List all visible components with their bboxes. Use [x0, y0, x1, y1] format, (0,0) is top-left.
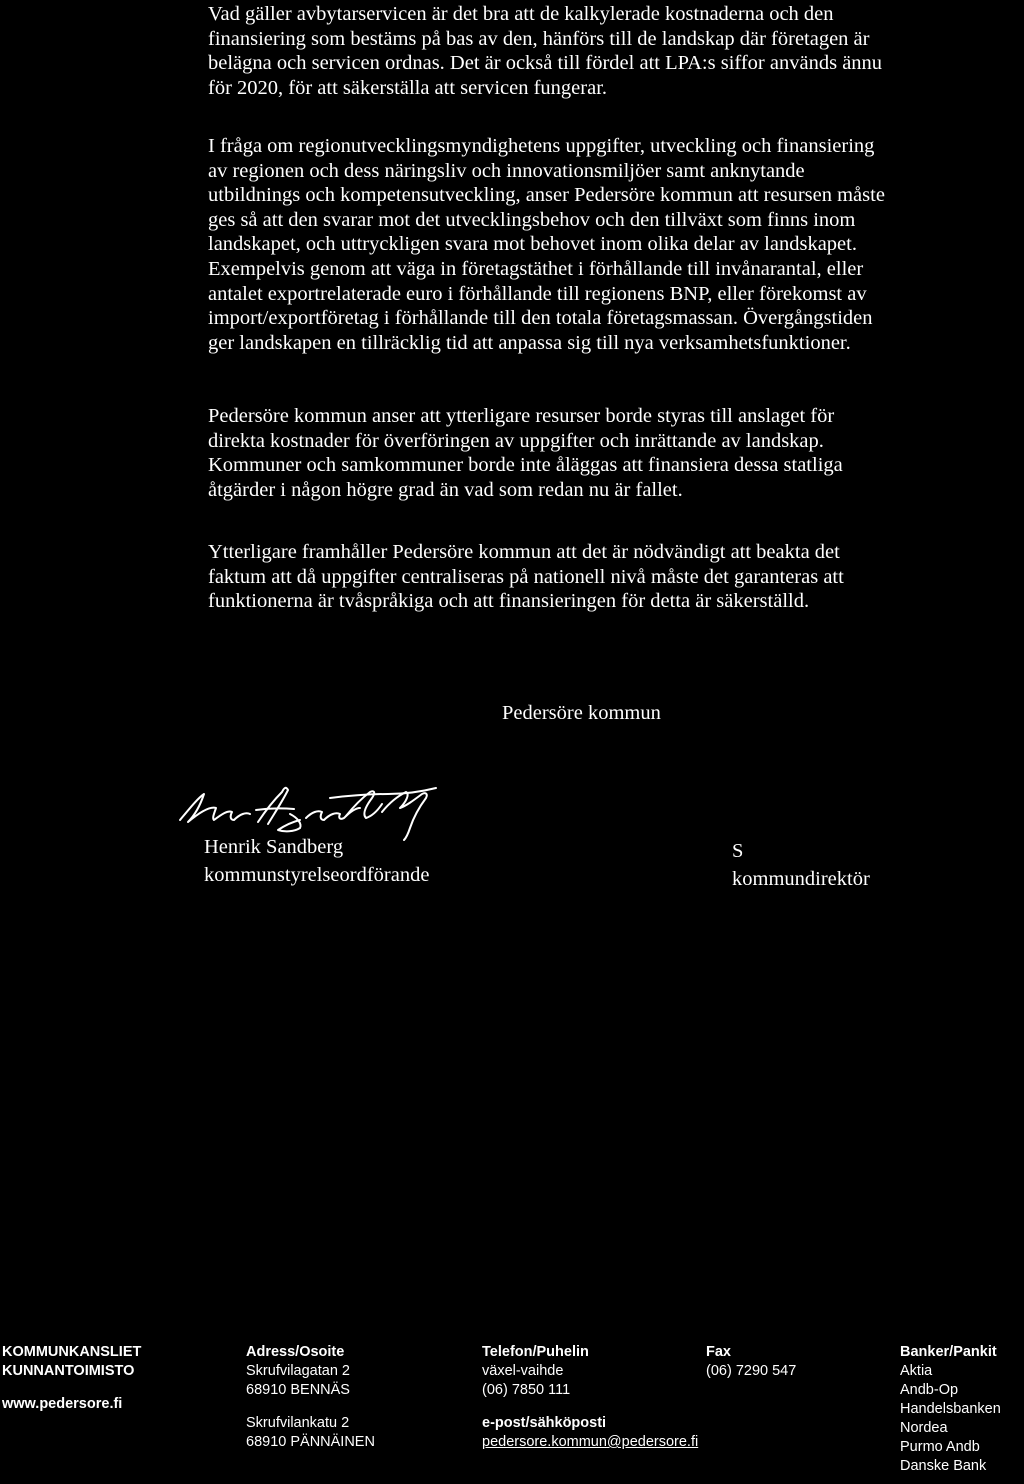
- email-heading: e-post/sähköposti: [482, 1415, 607, 1431]
- text-line: finansiering som bestäms på bas av den, hänförs till de landskap där företagen är: [208, 27, 870, 50]
- bank-item: Nordea: [900, 1420, 948, 1436]
- text-line: utbildnings och kompetensutveckling, anser Pedersöre kommun att resursen måste: [208, 184, 885, 207]
- text-line: direkta kostnader för överföringen av uppgifter och inrättande av landskap.: [208, 429, 824, 452]
- text-line: Pedersöre kommun anser att ytterligare resurser borde styras till anslaget för: [208, 405, 835, 427]
- footer-banks: [900, 1343, 1001, 1476]
- email-link[interactable]: pedersore.kommun@pedersore.fi: [482, 1434, 699, 1450]
- text-line: I fråga om regionutvecklingsmyndighetens uppgifter, utveckling och finansiering: [208, 135, 875, 157]
- office-name-fi: KUNNANTOIMISTO: [2, 1363, 135, 1379]
- bank-item: Andb-Op: [900, 1382, 959, 1398]
- paragraph-bilingual-functions: [208, 540, 998, 614]
- text-line: belägna och servicen ordnas. Det är också till fördel att LPA:s siffor används ännu: [208, 52, 883, 75]
- text-line: ges så att den svarar mot det utvecklingsbehov och den tillväxt som finns inom: [208, 208, 856, 231]
- footer-phone: [482, 1343, 698, 1452]
- bank-item: Purmo Andb: [900, 1439, 980, 1455]
- fax-heading: Fax: [706, 1344, 731, 1360]
- text-line: Kommuner och samkommuner borde inte åläggas att finansiera dessa statliga: [208, 454, 843, 477]
- bank-item: Danske Bank: [900, 1458, 987, 1474]
- text-line: ger landskapen en tillräcklig tid att anpassa sig till nya verksamhetsfunktioner.: [208, 331, 851, 354]
- signer-name: Henrik Sandberg: [204, 836, 344, 858]
- paragraph-regional-development: [208, 134, 998, 355]
- text-line: av regionen och dess näringsliv och innovationsmiljöer samt anknytande: [208, 159, 805, 182]
- sender-name: Pedersöre kommun: [502, 702, 661, 724]
- street-fi: Skrufvilankatu 2: [246, 1415, 350, 1431]
- paragraph-additional-resources: [208, 404, 998, 502]
- phone-heading: Telefon/Puhelin: [482, 1344, 589, 1360]
- letterhead-footer: [0, 1343, 1024, 1484]
- text-line: funktionerna är tvåspråkiga och att finansieringen för detta är säkerställd.: [208, 590, 810, 613]
- address-heading: Adress/Osoite: [246, 1344, 345, 1360]
- text-line: import/exportföretag i förhållande till den totala företagsmassan. Övergångstiden: [208, 307, 873, 330]
- website-link[interactable]: www.pedersore.fi: [2, 1396, 123, 1412]
- postal-fi: 68910 PÄNNÄINEN: [246, 1434, 375, 1450]
- signer-chairman: [204, 833, 429, 889]
- banks-heading: Banker/Pankit: [900, 1344, 997, 1360]
- text-line: landskapet, och uttryckligen svara mot behovet inom olika delar av landskapet.: [208, 233, 857, 256]
- text-line: faktum att då uppgifter centraliseras på nationell nivå måste det garanteras att: [208, 565, 844, 588]
- phone-label: växel-vaihde: [482, 1363, 564, 1379]
- signer-title: kommunstyrelseordförande: [204, 864, 430, 886]
- street-sv: Skrufvilagatan 2: [246, 1363, 350, 1379]
- bank-item: Aktia: [900, 1363, 933, 1379]
- office-name-sv: KOMMUNKANSLIET: [2, 1344, 142, 1360]
- text-line: Ytterligare framhåller Pedersöre kommun att det är nödvändigt att beakta det: [208, 541, 840, 563]
- text-line: Exempelvis genom att väga in företagstäthet i förhållande till invånarantal, eller: [208, 257, 864, 280]
- phone-number: (06) 7850 111: [482, 1382, 571, 1398]
- footer-fax: [706, 1343, 796, 1381]
- paragraph-substitute-service: [208, 2, 998, 100]
- signer-title: kommundirektör: [732, 868, 870, 890]
- postal-sv: 68910 BENNÄS: [246, 1382, 350, 1398]
- footer-address: [246, 1343, 375, 1452]
- text-line: för 2020, för att säkerställa att servicen fungerar.: [208, 76, 608, 99]
- signer-director: [732, 837, 870, 893]
- bank-item: Handelsbanken: [900, 1401, 1001, 1417]
- text-line: åtgärder i någon högre grad än vad som redan nu är fallet.: [208, 478, 683, 501]
- signer-name: S: [732, 840, 744, 862]
- text-line: Vad gäller avbytarservicen är det bra att de kalkylerade kostnaderna och den: [208, 3, 834, 25]
- text-line: antalet exportrelaterade euro i förhållande till regionens BNP, eller förekomst av: [208, 282, 867, 305]
- fax-number: (06) 7290 547: [706, 1363, 797, 1379]
- footer-office: [2, 1343, 141, 1414]
